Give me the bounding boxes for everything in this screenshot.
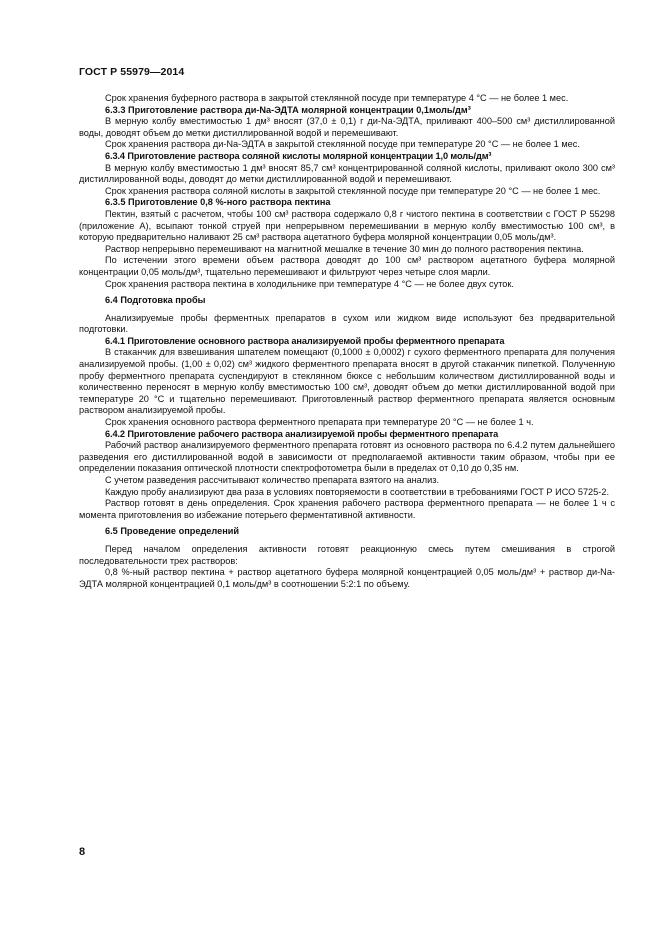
section-heading: 6.4.1 Приготовление основного раствора анализируемой пробы ферментного препарата [105,335,505,346]
paragraph: Срок хранения буферного раствора в закрытой стеклянной посуде при температуре 4 °С — не более 1 мес. [105,93,569,103]
paragraph: Раствор готовят в день определения. Срок хранения рабочего раствора ферментного препарата — не более 1 ч с момента приготовления во избежание потерьего ферментативной активности. [79,498,615,520]
paragraph: Перед началом определения активности готовят реакционную смесь путем смешивания в строгой последовательности трех растворов: [79,543,615,566]
paragraph: Анализируемые пробы ферментных препаратов в сухом или жидком виде используют без предварительной подготовки. [79,312,615,335]
paragraph: По истечении этого времени объем раствора доводят до 100 см³ раствором ацетатного буфера молярной концентрации 0,05 моль/дм³, тщательно перемешивают и фильтруют через четыре слоя марли. [79,255,615,277]
section-heading: 6.4 Подготовка пробы [105,295,206,306]
paragraph: Рабочий раствор анализируемого ферментного препарата готовят из основного раствора по 6.4.2 путем дальнейшего разведения его дистиллированной водой в зависимости от предполагаемой активности таким образом, чтобы при ее определении показания оптической плотности спектрофотометра были в пределах от 0,10 до 0,35 нм. [79,440,615,474]
paragraph: Раствор непрерывно перемешивают на магнитной мешалке в течение 30 мин до полного растворения пектина. [105,243,584,254]
document-header: ГОСТ Р 55979—2014 [79,66,185,78]
paragraph: 0,8 %-ный раствор пектина + раствор ацетатного буфера молярной концентрацией 0,05 моль/дм³ + раствор ди-Na-ЭДТА молярной концентрацией 0,1 моль/дм³ в соотношении 5:2:1 по объему. [79,567,615,589]
paragraph: В стаканчик для взвешивания шпателем помещают (0,1000 ± 0,0002) г сухого ферментного препарата для получения анализируемой пробы. (1,00 ± 0,02) см³ жидкого ферментного препарата вносят в другой стаканчик пипеткой. Полученную пробу ферментного препарата суспендируют в стеклянном бюксе с небольшим количеством дистиллированной воды и количественно переносят в мерную колбу вместимостью 100 см³, доводят объем до метки дистиллированной водой при температуре 20 °С и тщательно перемешивают. Приготовленный раствор ферментного препарата является основным раствором анализируемой пробы. [79,347,615,416]
section-heading: 6.3.5 Приготовление 0,8 %-ного раствора пектина [105,197,331,208]
paragraph: Каждую пробу анализируют два раза в условиях повторяемости в соответствии в требованиями ГОСТ Р ИСО 5725-2. [105,486,609,497]
paragraph: Срок хранения основного раствора ферментного препарата при температуре 20 °С — не более 1 ч. [105,417,534,428]
paragraph: С учетом разведения рассчитывают количество препарата взятого на анализ. [105,475,440,485]
paragraph: В мерную колбу вместимостью 1 дм³ вносят (37,0 ± 0,1) г ди-Na-ЭДТА, приливают 400–500 см³ дистиллированной воды, доводят объем до метки дистиллированной водой и перемешивают. [79,116,615,138]
section-heading: 6.5 Проведение определений [105,526,240,537]
paragraph: В мерную колбу вместимостью 1 дм³ вносят 85,7 см³ концентрированной соляной кислоты, приливают около 300 см³ дистиллированной воды, доводят до метки дистиллированной водой и перемешивают. [79,162,615,185]
paragraph: Пектин, взятый с расчетом, чтобы 100 см³ раствора содержало 0,8 г чистого пектина в соответствии с ГОСТ Р 55298 (приложение А), всыпают тонкой струей при непрерывном перемешивании в мерную колбу вместимостью 100 см³, в которую предварительно наливают 25 см³ раствора ацетатного буфера молярной концентрации 0,05 моль/дм³. [79,208,615,243]
paragraph: Срок хранения раствора соляной кислоты в закрытой стеклянной посуде при температуре 20 °С — не более 1 мес. [105,185,601,196]
page-body [79,93,615,590]
paragraph: Срок хранения раствора пектина в холодильнике при температуре 4 °С — не более двух суток. [105,278,514,289]
section-heading: 6.4.2 Приготовление рабочего раствора анализируемой пробы ферментного препарата [105,428,499,439]
paragraph: Срок хранения раствора ди-Na-ЭДТА в закрытой стеклянной посуде при температуре 20 °С — не более 1 мес. [105,139,580,150]
page-number: 8 [79,846,86,858]
section-heading: 6.3.4 Приготовление раствора соляной кислоты молярной концентрации 1,0 моль/дм³ [105,150,492,161]
section-heading: 6.3.3 Приготовление раствора ди-Na-ЭДТА молярной концентрации 0,1моль/дм³ [105,104,471,115]
